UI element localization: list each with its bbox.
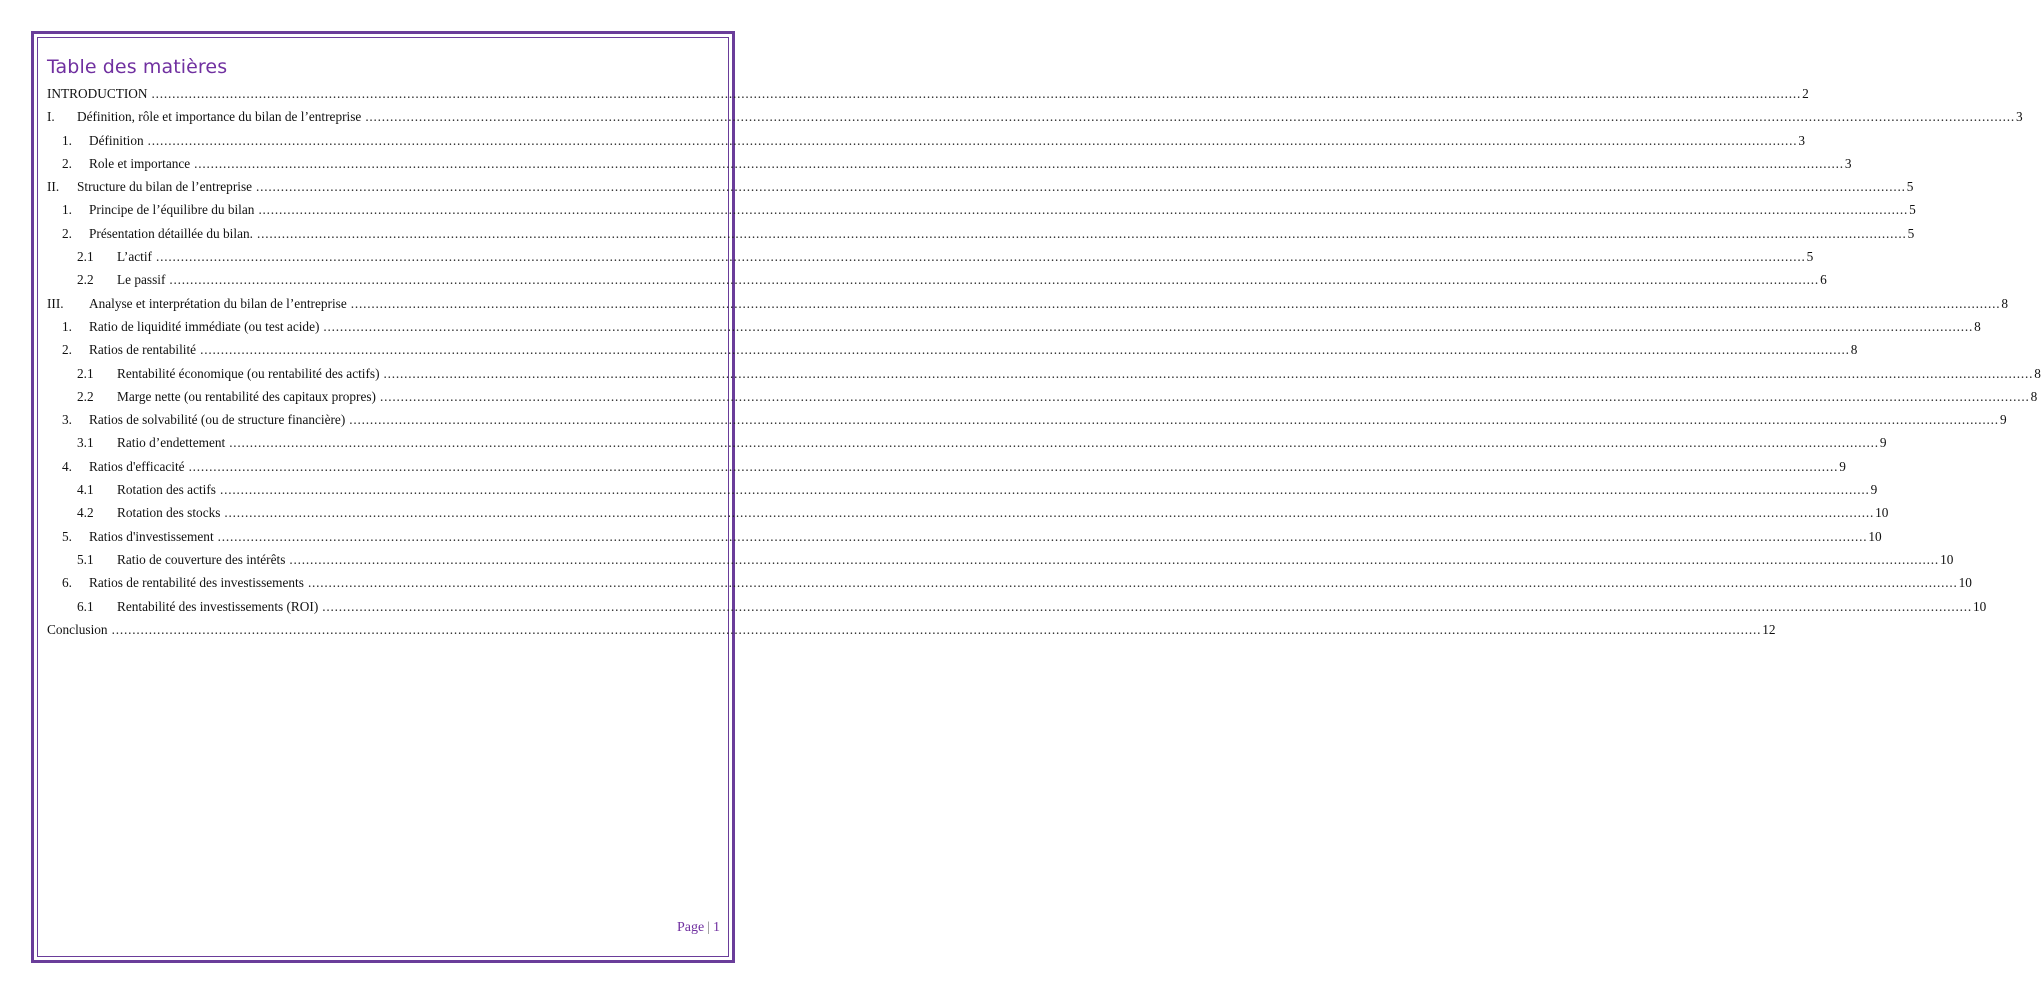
toc-entry-number: 2.2 [77,388,94,404]
toc-entry-title: Ratio d’endettement [117,435,226,451]
toc-entry-number: I. [47,109,55,125]
toc-entry-page: 3 [2016,109,2023,125]
toc-entry-title: Marge nette (ou rentabilité des capitaux propres) [117,388,376,404]
toc-entry-title: Role et importance [89,155,191,171]
toc-dot-leader: ................................................................................................................................................................................................................................................................................................................................................................................................................ [307,575,1958,591]
toc-entry-title: Ratios de rentabilité [89,342,197,358]
toc-dot-leader: ................................................................................................................................................................................................................................................................................................................................................................................................................ [147,132,1798,148]
toc-dot-leader: ................................................................................................................................................................................................................................................................................................................................................................................................................ [155,249,1806,265]
toc-entry[interactable] [47,129,1805,152]
toc-dot-leader: ................................................................................................................................................................................................................................................................................................................................................................................................................ [194,155,1844,171]
toc-dot-leader: ................................................................................................................................................................................................................................................................................................................................................................................................................ [200,342,1850,358]
toc-entry-number: 2. [62,342,72,358]
toc-dot-leader: ................................................................................................................................................................................................................................................................................................................................................................................................................ [379,388,2030,404]
toc-entry-title: Principe de l’équilibre du bilan [89,202,255,218]
toc-entry[interactable] [47,525,1882,548]
toc-dot-leader: ................................................................................................................................................................................................................................................................................................................................................................................................................ [350,295,2001,311]
toc-entry-number: 4. [62,458,72,474]
toc-entry[interactable] [47,431,1887,454]
toc-entry-page: 10 [1958,575,1972,591]
toc-entry-title: Présentation détaillée du bilan. [89,225,253,241]
toc-entry-page: 8 [2001,295,2009,311]
toc-entry-number: 5. [62,528,72,544]
toc-dot-leader: ................................................................................................................................................................................................................................................................................................................................................................................................................ [258,202,1909,218]
toc-entry[interactable] [47,548,1954,571]
toc-dot-leader: ................................................................................................................................................................................................................................................................................................................................................................................................................ [383,365,2034,381]
toc-entry-number: 3. [62,412,72,428]
toc-entry-number: 5.1 [77,551,94,567]
toc-entry-title: L’actif [117,249,152,265]
toc-entry[interactable] [47,292,2009,315]
toc-entry-page: 10 [1972,598,1987,614]
toc-entry[interactable] [47,595,1987,618]
toc-entry-number: 6.1 [77,598,94,614]
toc-entry[interactable] [47,338,1858,361]
toc-dot-leader: ................................................................................................................................................................................................................................................................................................................................................................................................................ [169,272,1820,288]
toc-entry-number: 6. [62,575,72,591]
toc-entry-number: 4.1 [77,482,94,498]
toc-entry-title: Ratios d'efficacité [89,458,185,474]
toc-entry-title: Rotation des actifs [117,482,216,498]
toc-entry-page: 5 [1907,225,1915,241]
toc-entry-page: 9 [1879,435,1887,451]
toc-entry-page: 9 [1870,482,1878,498]
toc-dot-leader: ................................................................................................................................................................................................................................................................................................................................................................................................................ [229,435,1879,451]
toc-entry-page: 5 [1806,249,1814,265]
toc-dot-leader: ................................................................................................................................................................................................................................................................................................................................................................................................................ [217,528,1868,544]
toc-dot-leader: ................................................................................................................................................................................................................................................................................................................................................................................................................ [289,551,1940,567]
toc-entry[interactable] [47,222,1915,245]
toc-entry[interactable] [47,362,2041,385]
toc-dot-leader: ................................................................................................................................................................................................................................................................................................................................................................................................................ [323,318,1974,334]
toc-dot-leader: ................................................................................................................................................................................................................................................................................................................................................................................................................ [188,458,1839,474]
page-footer [677,920,720,936]
toc-dot-leader: ................................................................................................................................................................................................................................................................................................................................................................................................................ [365,109,2015,125]
toc-entry-title: Structure du bilan de l’entreprise [77,179,253,195]
toc-entry-title: INTRODUCTION [47,86,148,101]
toc-entry-page: 2 [1802,86,1809,101]
toc-entry-page: 8 [1850,342,1858,358]
toc-entry-page: 10 [1940,551,1954,567]
toc-entry-title: Ratios de solvabilité (ou de structure financière) [89,412,346,428]
toc-entry[interactable] [47,152,1852,175]
toc-entry-page: 8 [1974,318,1981,334]
toc-entry-number: 3.1 [77,435,94,451]
toc-entry-number: III. [47,295,64,311]
toc-entry-page: 3 [1798,132,1805,148]
toc-entry[interactable] [47,618,1776,641]
toc-entry-number: 2.2 [77,272,94,288]
toc-entry-title: Rotation des stocks [117,505,221,521]
toc-entry[interactable] [47,501,1889,524]
toc-entry-number: 1. [62,318,72,334]
footer-page-number: 1 [713,920,720,935]
toc-entry[interactable] [47,268,1827,291]
toc-entry-page: 3 [1844,155,1852,171]
toc-entry[interactable] [47,198,1916,221]
toc-dot-leader: ................................................................................................................................................................................................................................................................................................................................................................................................................ [256,179,1906,195]
toc-entry-title: Analyse et interprétation du bilan de l’entreprise [89,295,347,311]
toc-entry[interactable] [47,455,1846,478]
toc-dot-leader: ................................................................................................................................................................................................................................................................................................................................................................................................................ [219,482,1870,498]
toc-entry[interactable] [47,82,1809,105]
toc-entry[interactable] [47,245,1814,268]
toc-entry-page: 8 [2030,388,2038,404]
toc-entry-number: 2. [62,225,72,241]
toc-entry-title: Ratio de couverture des intérêts [117,551,286,567]
toc-entry-page: 6 [1820,272,1827,288]
toc-entry-page: 10 [1868,528,1882,544]
toc-entry-page: 12 [1762,621,1776,637]
toc-entry-number: 1. [62,202,72,218]
toc-dot-leader: ................................................................................................................................................................................................................................................................................................................................................................................................................ [322,598,1972,614]
toc-dot-leader: ................................................................................................................................................................................................................................................................................................................................................................................................................ [349,412,1999,428]
toc-entry-title: Rentabilité économique (ou rentabilité des actifs) [117,365,380,381]
toc-entry-title: Le passif [117,272,166,288]
toc-entry[interactable] [47,478,1878,501]
toc-entry-page: 8 [2034,365,2041,381]
toc-dot-leader: ................................................................................................................................................................................................................................................................................................................................................................................................................ [111,621,1762,637]
toc-dot-leader: ................................................................................................................................................................................................................................................................................................................................................................................................................ [256,225,1907,241]
toc-entry[interactable] [47,385,2038,408]
toc-entry-number: 1. [62,132,72,148]
toc-entry[interactable] [47,315,1981,338]
toc-entry-page: 10 [1875,505,1889,521]
toc-entry-title: Définition, rôle et importance du bilan de l’entreprise [77,109,362,125]
toc-dot-leader: ................................................................................................................................................................................................................................................................................................................................................................................................................ [151,86,1802,101]
toc-title: Table des matières [47,56,228,78]
toc-entry[interactable] [47,408,2007,431]
toc-entry-page: 5 [1906,179,1914,195]
toc-entry-page: 5 [1909,202,1916,218]
toc-entry-number: 2.1 [77,249,94,265]
toc-entry-number: 4.2 [77,505,94,521]
toc-entry-title: Définition [89,132,144,148]
toc-entry-title: Rentabilité des investissements (ROI) [117,598,319,614]
toc-entry-number: 2.1 [77,365,94,381]
toc-dot-leader: ................................................................................................................................................................................................................................................................................................................................................................................................................ [224,505,1875,521]
footer-separator: | [707,920,710,935]
toc-entry-page: 9 [1999,412,2007,428]
footer-page-label: Page [676,920,705,935]
toc-entry-title: Ratio de liquidité immédiate (ou test acide) [89,318,320,334]
toc-entry[interactable] [47,105,2023,128]
toc-entry-title: Ratios d'investissement [89,528,214,544]
toc-entry[interactable] [47,571,1972,594]
toc-entry-number: 2. [62,155,72,171]
toc-entry-page: 9 [1839,458,1846,474]
toc-entry[interactable] [47,175,1914,198]
toc-entry-title: Ratios de rentabilité des investissements [89,575,304,591]
table-of-contents [47,82,2041,641]
toc-entry-title: Conclusion [47,621,108,637]
toc-entry-number: II. [47,179,60,195]
